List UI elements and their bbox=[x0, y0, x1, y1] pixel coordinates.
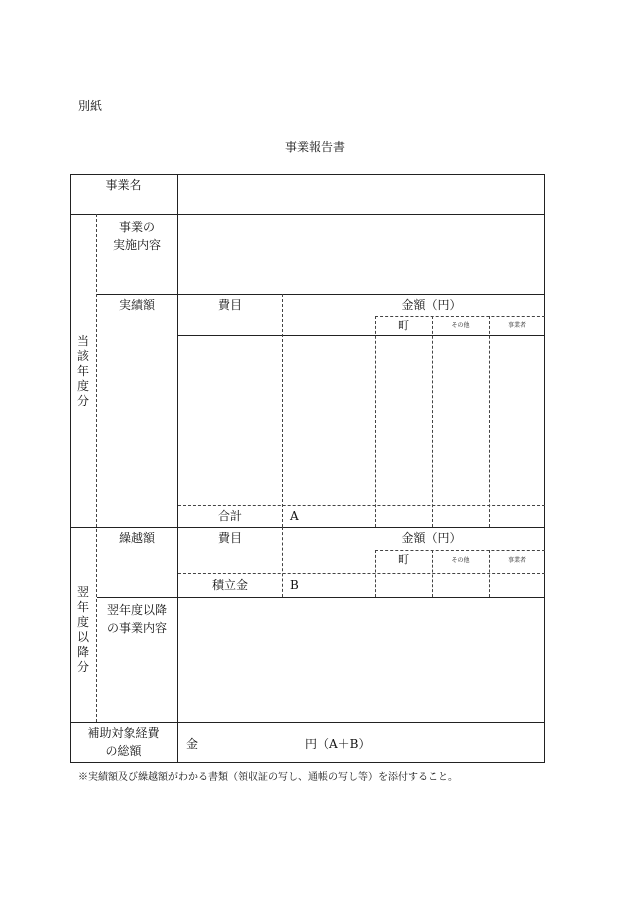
carry-amount-header: 金額（円） bbox=[401, 531, 462, 545]
subsidy-total-label-line2: の総額 bbox=[105, 744, 142, 758]
operator-header: 事業者 bbox=[507, 322, 526, 329]
carry-town-header: 町 bbox=[398, 553, 409, 566]
report-table bbox=[70, 174, 545, 763]
future-content-label-line2: の事業内容 bbox=[106, 621, 167, 635]
annex-label: 別紙 bbox=[78, 99, 103, 113]
divider bbox=[70, 527, 545, 528]
footnote: ※実績額及び繰越額がわかる書類（領収証の写し、通帳の写し等）を添付すること。 bbox=[78, 772, 458, 783]
implementation-label-line1: 事業の bbox=[118, 220, 155, 234]
subsidy-suffix: 円（A＋B） bbox=[305, 737, 371, 751]
carry-expense-item-header: 費目 bbox=[217, 531, 242, 545]
other-header: その他 bbox=[451, 322, 470, 329]
expense-item-header: 費目 bbox=[217, 298, 242, 312]
future-content-label-line1: 翌年度以降 bbox=[106, 603, 167, 617]
carry-operator-header: 事業者 bbox=[507, 557, 526, 564]
divider bbox=[97, 294, 545, 295]
carryover-label: 繰越額 bbox=[118, 531, 155, 545]
current-year-label: 当該年度分 bbox=[76, 334, 89, 408]
next-year-label: 翌年度以降分 bbox=[76, 585, 89, 674]
divider bbox=[96, 214, 97, 722]
divider bbox=[489, 316, 490, 527]
subsidy-total-label-line1: 補助対象経費 bbox=[87, 726, 160, 740]
divider bbox=[97, 597, 545, 598]
reserve-label: 積立金 bbox=[211, 578, 248, 592]
total-label: 合計 bbox=[217, 509, 242, 523]
divider bbox=[177, 174, 178, 763]
implementation-label-line2: 実施内容 bbox=[112, 238, 161, 252]
subsidy-prefix: 金 bbox=[186, 737, 199, 751]
divider bbox=[282, 294, 283, 527]
reserve-marker: B bbox=[290, 578, 299, 592]
amount-header: 金額（円） bbox=[401, 298, 462, 312]
divider bbox=[70, 722, 545, 723]
document-title: 事業報告書 bbox=[284, 140, 345, 154]
divider bbox=[282, 527, 283, 597]
town-header: 町 bbox=[398, 319, 409, 332]
total-marker: A bbox=[290, 509, 299, 523]
project-name-label: 事業名 bbox=[105, 178, 142, 192]
divider bbox=[432, 316, 433, 527]
divider bbox=[375, 316, 376, 527]
results-label: 実績額 bbox=[118, 298, 155, 312]
carry-other-header: その他 bbox=[451, 557, 470, 564]
divider bbox=[70, 214, 545, 215]
